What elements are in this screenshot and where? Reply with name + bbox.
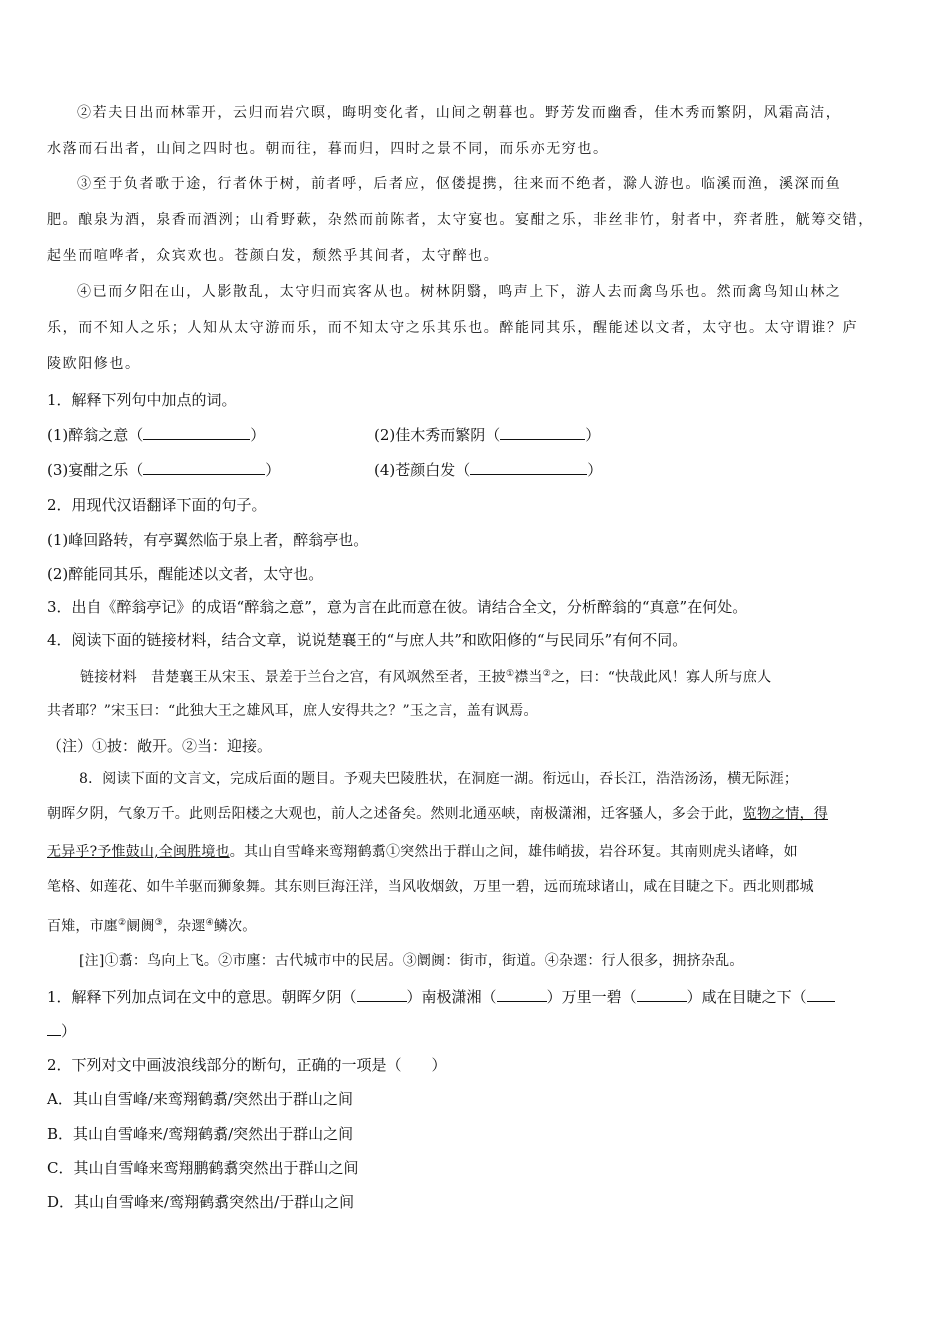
answer-blank-3[interactable] xyxy=(143,459,265,475)
section-8-note: [注]①翥：鸟向上飞。②市廛：古代城市中的民居。③阛阓：街市，街道。④杂遝：行人很多，拥挤杂乱。 xyxy=(79,953,744,969)
p4-line-3: 陵欧阳修也。 xyxy=(47,356,141,372)
q1-item-3: (3)宴酣之乐（ ） xyxy=(47,461,281,479)
option-d[interactable]: D．其山自雪峰来/鸾翔鹤翥突然出/于群山之间 xyxy=(47,1193,355,1211)
answer-blank-8[interactable] xyxy=(807,986,835,1002)
p2-line-1: ②若夫日出而林霏开，云归而岩穴暝，晦明变化者，山间之朝暮也。野芳发而幽香，佳木秀而繁阴，风霜高洁， xyxy=(77,105,842,121)
q4-question: 4．阅读下面的链接材料，结合文章，说说楚襄王的“与庶人共”和欧阳修的“与民同乐”有何不同。 xyxy=(47,631,688,649)
p3-line-3: 起坐而喧哗者，众宾欢也。苍颜白发，颓然乎其间者，太守醉也。 xyxy=(47,248,500,264)
p4-line-1: ④已而夕阳在山，人影散乱，太守归而宾客从也。树林阴翳，鸣声上下，游人去而禽鸟乐也。然而禽鸟知山林之 xyxy=(77,284,842,300)
answer-blank-2[interactable] xyxy=(500,424,585,440)
p3-line-2: 肥。酿泉为酒，泉香而酒洌；山肴野蔌，杂然而前陈者，太守宴也。宴酣之乐，非丝非竹，射者中，弈者胜，觥筹交错， xyxy=(47,212,874,228)
section-8-line-2: 朝晖夕阴，气象万千。此则岳阳楼之大观也，前人之述备矣。然则北通巫峡，南极潇湘，迁客骚人，多会于此，览物之情，得 xyxy=(47,806,828,822)
p4-line-2: 乐，而不知人之乐；人知从太守游而乐，而不知太守之乐其乐也。醉能同其乐，醒能述以文者，太守也。太守谓谁？庐 xyxy=(47,320,859,336)
section-8-line-4: 笔格、如莲花、如牛羊驱而狮象舞。其东则巨海汪洋，当风收烟敛，万里一碧，远而琉球诸山，咸在目睫之下。西北则郡城 xyxy=(47,879,814,895)
answer-blank-8-cont[interactable] xyxy=(47,1020,61,1036)
q1-item-4: (4)苍颜白发（ ） xyxy=(374,461,603,479)
answer-blank-4[interactable] xyxy=(470,459,587,475)
q2-sentence-2: (2)醉能同其乐，醒能述以文者，太守也。 xyxy=(47,565,324,583)
q2-sentence-1: (1)峰回路转，有亭翼然临于泉上者，醉翁亭也。 xyxy=(47,531,369,549)
section-8-line-5: 百雉，市廛②阛阓③，杂遝④鳞次。 xyxy=(47,918,257,935)
q1-item-1: (1)醉翁之意（ ） xyxy=(47,426,266,444)
note-1: （注）①披：敞开。②当：迎接。 xyxy=(47,737,273,755)
q8-1-question: 1．解释下列加点词在文中的意思。朝晖夕阴（ ）南极潇湘（ ）万里一碧（ ）咸在目睫之下（ xyxy=(47,986,835,1007)
q1-title: 1．解释下列句中加点的词。 xyxy=(47,391,237,409)
answer-blank-1[interactable] xyxy=(143,424,250,440)
p2-line-2: 水落而石出者，山间之四时也。朝而往，暮而归，四时之景不同，而乐亦无穷也。 xyxy=(47,141,609,157)
section-8-line-3: 无异乎?予惟鼓山,全闽胜境也。其山自雪峰来鸾翔鹤翥①突然出于群山之间，雄伟峭拔，岩谷环复。其南则虎头诸峰，如 xyxy=(47,844,798,860)
q8-1-question-cont: ） xyxy=(47,1020,76,1041)
option-c[interactable]: C．其山自雪峰来鸾翔鹏鹤翥突然出于群山之间 xyxy=(47,1159,359,1177)
link-material-line-2: 共者耶？”宋玉曰：“此独大王之雄风耳，庶人安得共之？”玉之言，盖有讽焉。 xyxy=(47,703,538,719)
answer-blank-5[interactable] xyxy=(357,986,407,1002)
q2-title: 2．用现代汉语翻译下面的句子。 xyxy=(47,496,267,514)
option-b[interactable]: B．其山自雪峰来/鸾翔鹤翥/突然出于群山之间 xyxy=(47,1125,354,1143)
p3-line-1: ③至于负者歌于途，行者休于树，前者呼，后者应，伛偻提携，往来而不绝者，滁人游也。临溪而渔，溪深而鱼 xyxy=(77,176,842,192)
option-a[interactable]: A．其山自雪峰/来鸾翔鹤翥/突然出于群山之间 xyxy=(47,1090,353,1108)
section-8-line-1: 8．阅读下面的文言文，完成后面的题目。予观夫巴陵胜状，在洞庭一湖。衔远山，吞长江，浩浩汤汤，横无际涯； xyxy=(79,771,799,787)
link-material-line-1: 链接材料 昔楚襄王从宋玉、景差于兰台之宫，有风飒然至者，王披①襟当②之，曰：“快哉此风！寡人所与庶人 xyxy=(80,669,772,686)
answer-blank-6[interactable] xyxy=(497,986,547,1002)
q8-2-title: 2．下列对文中画波浪线部分的断句，正确的一项是（ ） xyxy=(47,1056,447,1074)
answer-blank-7[interactable] xyxy=(637,986,687,1002)
q1-item-2: (2)佳木秀而繁阴（ ） xyxy=(374,426,601,444)
q3-question: 3．出自《醉翁亭记》的成语“醉翁之意”，意为言在此而意在彼。请结合全文，分析醉翁的“真意”在何处。 xyxy=(47,598,748,616)
